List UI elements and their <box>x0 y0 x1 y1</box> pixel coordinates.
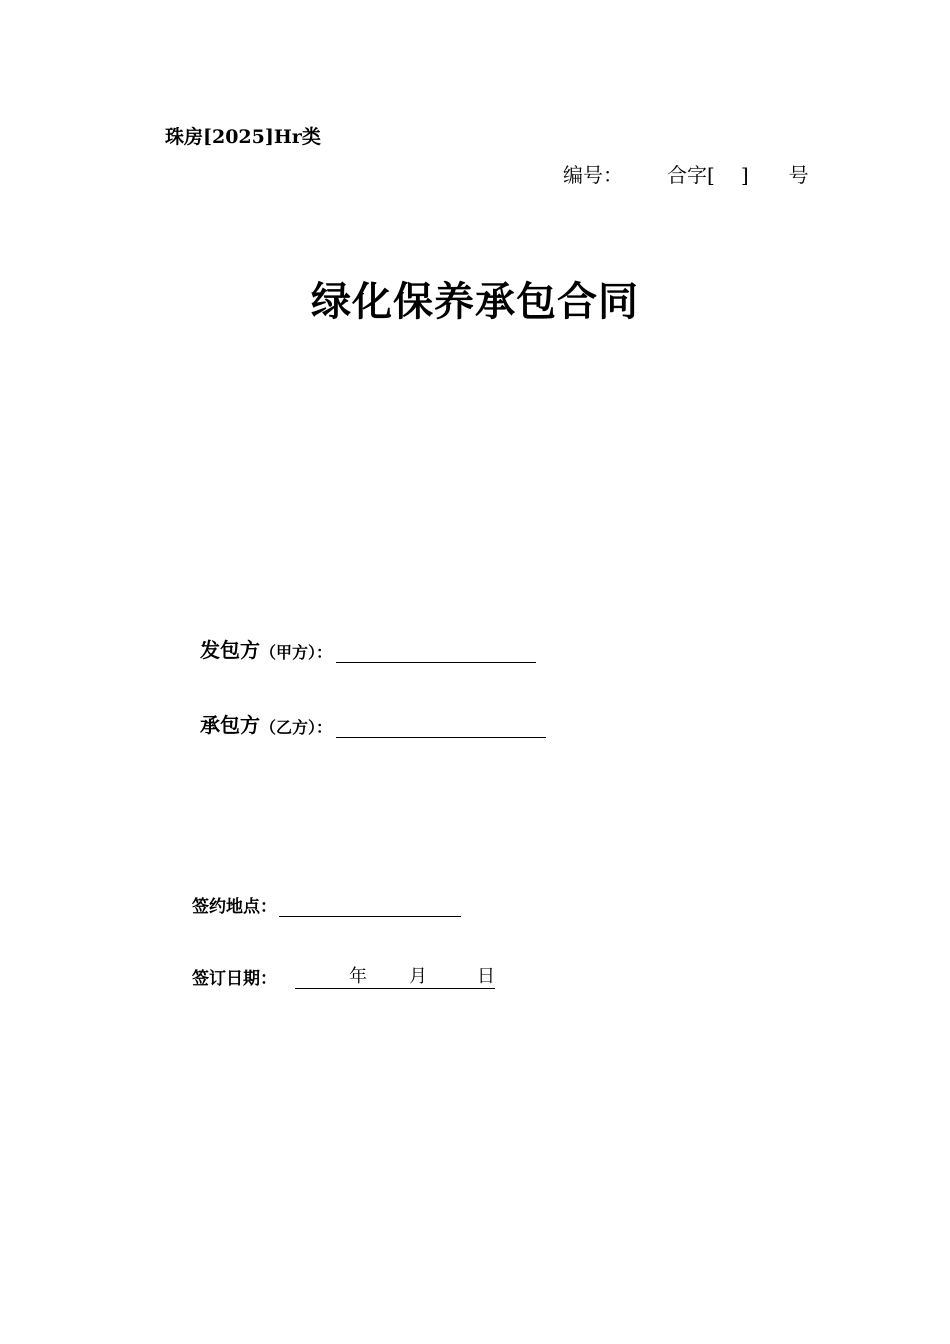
number-close: ] <box>740 163 749 187</box>
signing-place-blank[interactable] <box>279 898 461 917</box>
party-b-label: 承包方 <box>200 713 260 737</box>
contract-title: 绿化保养承包合同 <box>311 279 639 325</box>
signing-place-label: 签约地点： <box>192 897 277 917</box>
party-b-row <box>200 709 546 738</box>
party-a-sub-label: （甲方）： <box>260 643 333 662</box>
signing-date-blank[interactable] <box>295 966 495 989</box>
number-prefix: 合字[ <box>667 163 715 187</box>
party-b-sub-label: （乙方）： <box>260 718 333 737</box>
party-a-label: 发包方 <box>200 638 260 662</box>
number-suffix: 号 <box>788 163 809 187</box>
signing-date-label: 签订日期： <box>192 969 277 989</box>
contract-number-line <box>563 159 809 188</box>
day-label: 日 <box>477 966 495 987</box>
signing-date-row <box>192 964 495 989</box>
signing-place-row <box>192 892 461 917</box>
party-a-row <box>200 634 536 663</box>
document-code: 珠房[2025]Hr类 <box>165 126 321 148</box>
number-label: 编号： <box>563 163 623 187</box>
year-label: 年 <box>349 966 367 987</box>
party-b-blank[interactable] <box>336 717 546 738</box>
party-a-blank[interactable] <box>336 642 536 663</box>
month-label: 月 <box>409 966 427 987</box>
